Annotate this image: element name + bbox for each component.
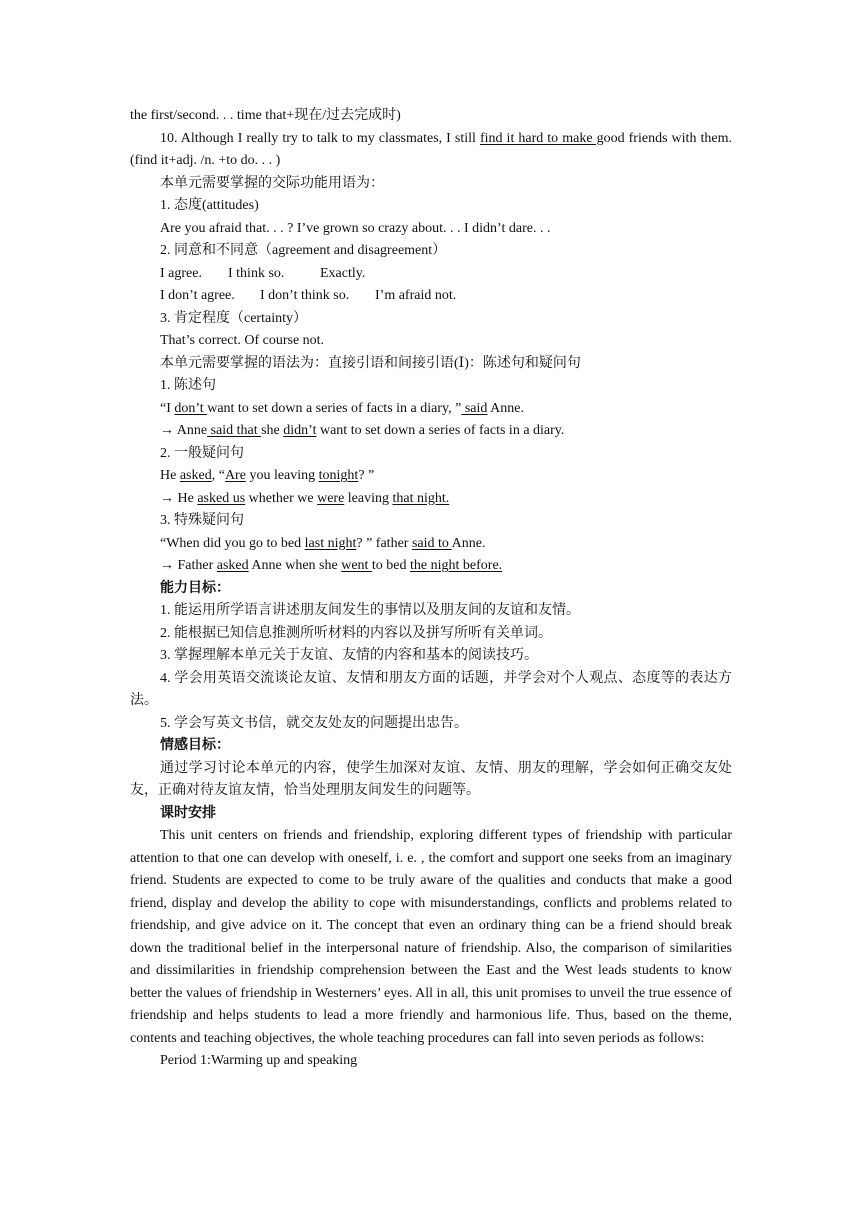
ability-item: 5. 学会写英文书信，就交友处友的问题提出忠告。	[160, 715, 468, 731]
schedule-paragraph: This unit centers on friends and friendship, exploring different types of friendship with particular attention to that one can develop with oneself, i. e. , the comfort and support one seeks from an imaginary friend. Students are expected to come to be truly aware of the qualities and conducts that make a good friend, display and develop the ability to cope with misunderstandings, conflicts and problems related to friendship, and give advice on it. The concept that even an ordinary thing can be a friend should break down the traditional belief in the interpersonal nature of friendship. Also, the comparison of similarities and dissimilarities in friendship comprehension between the East and the West leads students to know better the values of friendship in Westerners’ eyes. All in all, this unit promises to unveil the true essence of friendship and helps students to lead a more friendly and harmonious life. Thus, based on the theme, contents and teaching objectives, the whole teaching procedures can fall into seven periods as follows:	[130, 828, 732, 1046]
ability-item: 3. 掌握理解本单元关于友谊、友情的内容和基本的阅读技巧。	[160, 648, 538, 663]
text-segment: , “	[211, 468, 225, 483]
underlined-word: went	[341, 558, 372, 573]
phrase: I think so.	[228, 265, 285, 281]
underlined-word: said that	[207, 423, 262, 438]
example-line	[130, 533, 732, 556]
section-title: 2. 一般疑问句	[160, 445, 244, 461]
document-body	[130, 105, 732, 1073]
example-line	[130, 465, 732, 488]
text-segment: → Anne	[160, 423, 208, 438]
text-segment: want to set down a series of facts in a diary.	[316, 423, 565, 438]
text-segment: ? ”	[358, 468, 375, 483]
section-title: 2. 同意和不同意（agreement and disagreement）	[160, 243, 447, 258]
functions-heading: 本单元需要掌握的交际功能用语为：	[160, 175, 384, 191]
underlined-word: asked us	[197, 490, 246, 506]
phrase: I don’t agree.	[160, 288, 235, 303]
underlined-word: that night.	[392, 490, 450, 506]
section-title: 1. 陈述句	[160, 378, 216, 393]
text-segment: He	[160, 468, 180, 483]
section-title: 3. 特殊疑问句	[160, 513, 244, 528]
example-line	[130, 420, 732, 443]
example-line: Are you afraid that. . . ? I’ve grown so crazy about. . . I didn’t dare. . .	[160, 220, 551, 236]
text-segment: ? ” father	[356, 535, 412, 551]
sentence-10	[130, 128, 732, 173]
underlined-word: Are	[224, 468, 246, 483]
ability-item: 4. 学会用英语交流谈论友谊、友情和朋友方面的话题，并学会对个人观点、态度等的表达方法。	[130, 670, 732, 708]
phrase: I don’t think so.	[260, 288, 350, 303]
text-segment: “When did you go to bed	[160, 535, 305, 551]
phrase: I agree.	[160, 265, 202, 281]
text-segment: → He	[160, 490, 198, 506]
ability-item: 2. 能根据已知信息推测所听材料的内容以及拼写所听有关单词。	[160, 625, 552, 641]
underlined-word: asked	[216, 558, 249, 573]
example-line	[130, 488, 732, 511]
text-segment: 10. Although I really try to talk to my classmates, I still	[160, 130, 480, 146]
underlined-word: don’t	[174, 400, 208, 416]
underlined-word: didn’t	[283, 423, 317, 438]
section-title: 3. 肯定程度（certainty）	[160, 310, 307, 326]
text-segment: Anne.	[487, 400, 524, 416]
emotion-heading: 情感目标：	[160, 738, 230, 753]
example-line	[130, 398, 732, 421]
schedule-heading: 课时安排	[160, 805, 216, 821]
period-line: Period 1:Warming up and speaking	[160, 1053, 358, 1068]
example-line	[130, 555, 732, 578]
text-segment: she	[261, 423, 284, 438]
underlined-word: last night	[304, 535, 357, 551]
text-segment: Anne when she	[248, 558, 342, 573]
underlined-word: said	[461, 400, 488, 416]
underlined-phrase: find it hard to make g	[479, 130, 604, 146]
text-segment: to bed	[371, 558, 411, 573]
ability-heading: 能力目标：	[160, 580, 230, 596]
text-segment: you leaving	[245, 468, 319, 483]
text-segment: Anne.	[451, 535, 486, 551]
underlined-word: were	[317, 490, 345, 506]
example-line: That’s correct. Of course not.	[160, 333, 325, 348]
emotion-paragraph: 通过学习讨论本单元的内容，使学生加深对友谊、友情、朋友的理解，学会如何正确交友处友，正确对待友谊友情，恰当处理朋友间发生的问题等。	[130, 760, 732, 798]
underlined-word: tonight	[318, 468, 359, 483]
agree-examples	[130, 263, 732, 286]
phrase: Exactly.	[320, 265, 366, 281]
text-segment: want to set down a series of facts in a diary, ”	[207, 400, 462, 416]
underlined-word: the night before.	[410, 558, 503, 573]
underlined-word: asked	[179, 468, 212, 483]
text-segment: whether we	[245, 490, 318, 506]
disagree-examples	[130, 285, 732, 308]
text-line: the first/second. . . time that+现在/过去完成时)	[130, 108, 401, 123]
ability-item: 1. 能运用所学语言讲述朋友间发生的事情以及朋友间的友谊和友情。	[160, 603, 580, 618]
section-title: 1. 态度(attitudes)	[160, 198, 259, 213]
text-segment: ood friends with them. (find it+adj. /n. +to do. . . )	[130, 130, 732, 168]
phrase: I’m afraid not.	[375, 288, 457, 303]
underlined-word: said to	[411, 535, 452, 551]
text-segment: “I	[160, 400, 175, 416]
text-segment: leaving	[344, 490, 393, 506]
grammar-heading: 本单元需要掌握的语法为：直接引语和间接引语(Ⅰ)：陈述句和疑问句	[160, 355, 581, 371]
text-segment: → Father	[160, 558, 217, 573]
